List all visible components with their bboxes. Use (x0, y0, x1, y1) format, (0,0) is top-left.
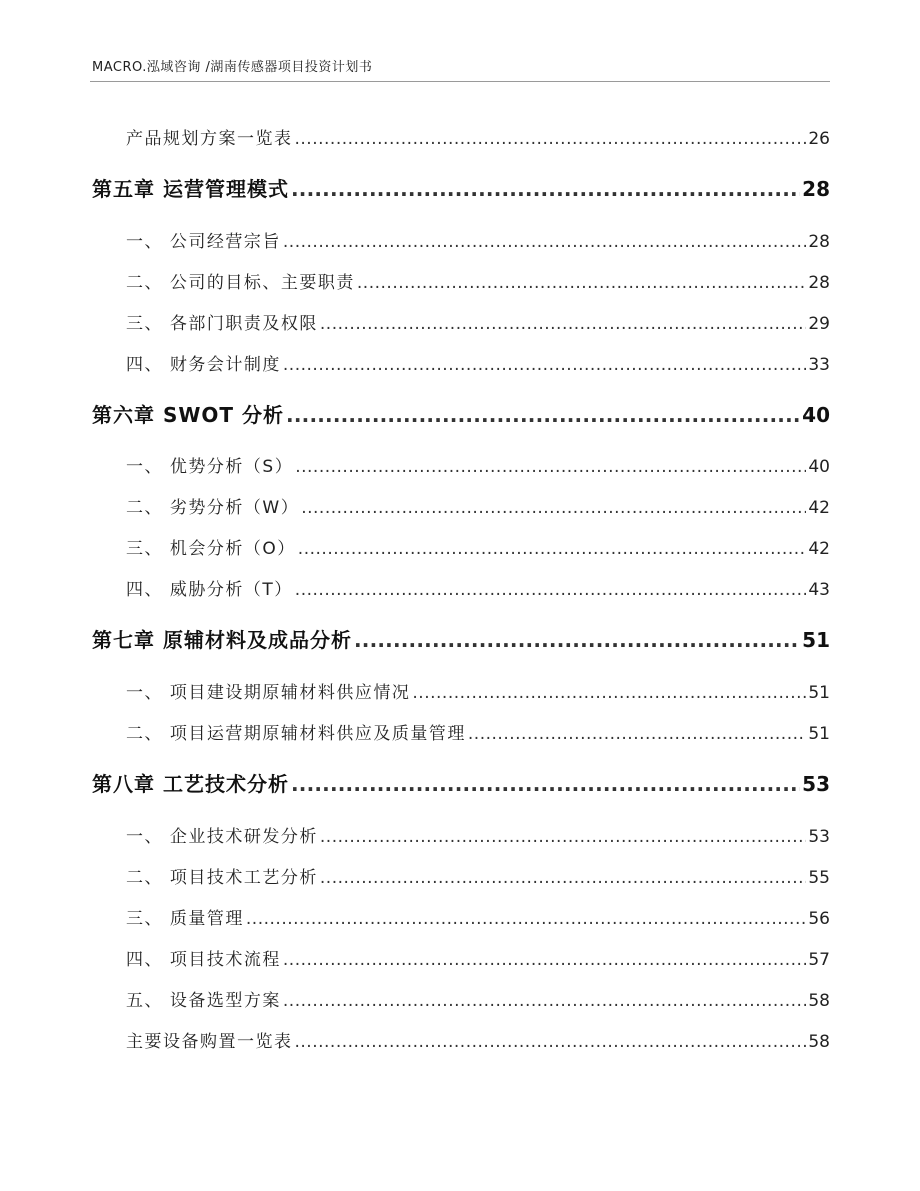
toc-dot-leader (286, 403, 800, 427)
toc-entry-title: 一、 公司经营宗旨 (126, 232, 281, 252)
toc-dot-leader (283, 232, 806, 252)
toc-entry[interactable] (126, 350, 830, 375)
toc-entry-page: 40 (808, 457, 830, 477)
toc-dot-leader (412, 683, 806, 703)
toc-chapter[interactable] (92, 624, 830, 653)
toc-entry-page: 55 (808, 868, 830, 888)
toc-entry-page: 53 (808, 827, 830, 847)
toc-dot-leader (468, 724, 806, 744)
toc-dot-leader (301, 498, 806, 518)
toc-entry-title: 四、 威胁分析（T） (126, 580, 293, 600)
toc-entry[interactable] (126, 124, 830, 149)
toc-entry[interactable] (126, 986, 830, 1011)
toc-entry[interactable] (126, 309, 830, 334)
toc-entry[interactable] (126, 1027, 830, 1052)
toc-dot-leader (357, 273, 806, 293)
toc-entry[interactable] (126, 822, 830, 847)
toc-entry-page: 57 (808, 950, 830, 970)
toc-dot-leader (320, 314, 806, 334)
toc-entry-title: 三、 质量管理 (126, 909, 244, 929)
toc-entry-page: 51 (808, 724, 830, 744)
toc-chapter-page: 28 (802, 177, 830, 201)
toc-chapter-title: 第七章 原辅材料及成品分析 (92, 628, 352, 652)
toc-entry-page: 51 (808, 683, 830, 703)
toc-entry-title: 三、 机会分析（O） (126, 539, 296, 559)
toc-dot-leader (291, 177, 800, 201)
toc-chapter-page: 40 (802, 403, 830, 427)
toc-dot-leader (246, 909, 806, 929)
toc-entry[interactable] (126, 904, 830, 929)
toc-entry-title: 一、 企业技术研发分析 (126, 827, 318, 847)
toc-entry-page: 28 (808, 273, 830, 293)
toc-entry-title: 二、 项目技术工艺分析 (126, 868, 318, 888)
toc-entry-title: 一、 优势分析（S） (126, 457, 294, 477)
toc-entry-page: 26 (808, 129, 830, 149)
toc-dot-leader (320, 868, 806, 888)
toc-chapter[interactable] (92, 173, 830, 202)
toc-entry[interactable] (126, 268, 830, 293)
toc-entry-page: 28 (808, 232, 830, 252)
toc-entry-page: 42 (808, 498, 830, 518)
toc-dot-leader (283, 991, 806, 1011)
toc-entry-page: 58 (808, 1032, 830, 1052)
toc-dot-leader (298, 539, 806, 559)
toc-entry-page: 29 (808, 314, 830, 334)
toc-entry-title: 四、 财务会计制度 (126, 355, 281, 375)
toc-entry-title: 四、 项目技术流程 (126, 950, 281, 970)
toc-dot-leader (283, 950, 806, 970)
toc-dot-leader (295, 129, 807, 149)
toc-entry-title: 五、 设备选型方案 (126, 991, 281, 1011)
toc-entry[interactable] (126, 945, 830, 970)
toc-entry[interactable] (126, 534, 830, 559)
toc-entry[interactable] (126, 452, 830, 477)
page-header: MACRO.泓域咨询 /湖南传感器项目投资计划书 (92, 60, 373, 75)
toc-entry-page: 58 (808, 991, 830, 1011)
toc-entry-page: 56 (808, 909, 830, 929)
toc-dot-leader (354, 628, 800, 652)
toc-entry-title: 二、 公司的目标、主要职责 (126, 273, 355, 293)
toc-chapter-page: 53 (802, 772, 830, 796)
toc-chapter[interactable] (92, 768, 830, 797)
toc-dot-leader (295, 1032, 807, 1052)
toc-entry[interactable] (126, 863, 830, 888)
toc-entry-page: 42 (808, 539, 830, 559)
toc-entry-title: 主要设备购置一览表 (126, 1032, 293, 1052)
toc-entry-page: 43 (808, 580, 830, 600)
toc-entry-title: 三、 各部门职责及权限 (126, 314, 318, 334)
toc-entry[interactable] (126, 575, 830, 600)
toc-dot-leader (291, 772, 800, 796)
toc-entry[interactable] (126, 493, 830, 518)
toc-entry-title: 二、 劣势分析（W） (126, 498, 300, 518)
toc-dot-leader (283, 355, 806, 375)
toc-entry-page: 33 (808, 355, 830, 375)
toc-chapter-title: 第八章 工艺技术分析 (92, 772, 289, 796)
toc-entry-title: 一、 项目建设期原辅材料供应情况 (126, 683, 411, 703)
toc-chapter-page: 51 (802, 628, 830, 652)
toc-entry[interactable] (126, 227, 830, 252)
toc-dot-leader (295, 580, 806, 600)
toc-entry-title: 产品规划方案一览表 (126, 129, 293, 149)
toc-entry[interactable] (126, 678, 830, 703)
toc-chapter[interactable] (92, 399, 830, 428)
toc-dot-leader (295, 457, 806, 477)
toc-dot-leader (320, 827, 806, 847)
toc-chapter-title: 第六章 SWOT 分析 (92, 403, 285, 427)
toc-entry-title: 二、 项目运营期原辅材料供应及质量管理 (126, 724, 466, 744)
toc-entry[interactable] (126, 719, 830, 744)
toc-chapter-title: 第五章 运营管理模式 (92, 177, 289, 201)
